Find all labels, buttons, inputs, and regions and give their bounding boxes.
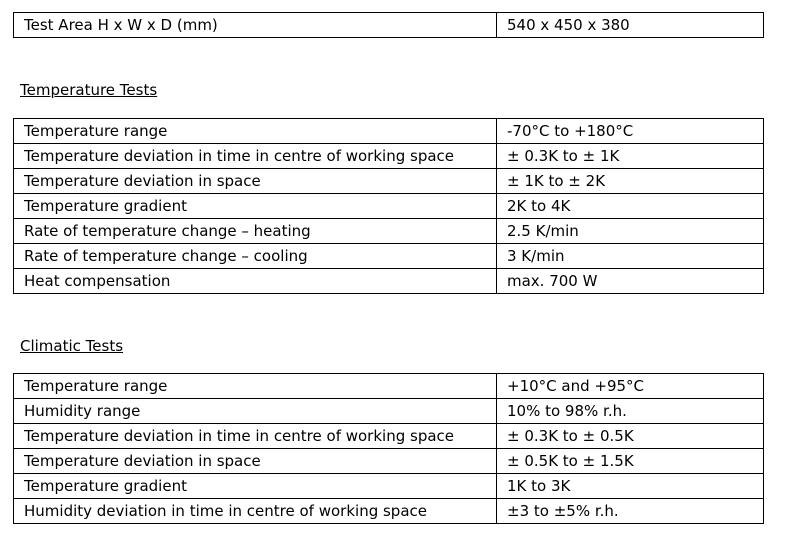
spec-label: Rate of temperature change – heating — [14, 219, 497, 244]
table-row — [14, 13, 764, 38]
spec-label: Rate of temperature change – cooling — [14, 244, 497, 269]
spec-value: -70°C to +180°C — [497, 119, 764, 144]
spec-value: 2.5 K/min — [497, 219, 764, 244]
table-row — [14, 474, 764, 499]
spec-value: 540 x 450 x 380 — [497, 13, 764, 38]
spec-value: +10°C and +95°C — [497, 374, 764, 399]
spec-value: 1K to 3K — [497, 474, 764, 499]
climatic-tests-table — [13, 373, 764, 524]
spec-value: ± 1K to ± 2K — [497, 169, 764, 194]
spec-value: ± 0.3K to ± 0.5K — [497, 424, 764, 449]
spec-value: ± 0.5K to ± 1.5K — [497, 449, 764, 474]
table-row — [14, 169, 764, 194]
table-row — [14, 449, 764, 474]
spec-label: Heat compensation — [14, 269, 497, 294]
spec-label: Temperature range — [14, 374, 497, 399]
table-row — [14, 374, 764, 399]
spec-value: ±3 to ±5% r.h. — [497, 499, 764, 524]
temperature-tests-heading: Temperature Tests — [20, 81, 158, 99]
table-row — [14, 219, 764, 244]
spec-label: Temperature gradient — [14, 194, 497, 219]
spec-label: Humidity deviation in time in centre of working space — [14, 499, 497, 524]
spec-label: Temperature deviation in time in centre of working space — [14, 424, 497, 449]
climatic-tests-heading: Climatic Tests — [20, 337, 124, 355]
spec-value: 2K to 4K — [497, 194, 764, 219]
table-row — [14, 399, 764, 424]
test-area-table — [13, 12, 764, 38]
table-row — [14, 119, 764, 144]
spec-label: Temperature deviation in space — [14, 169, 497, 194]
spec-label: Temperature deviation in space — [14, 449, 497, 474]
table-row — [14, 499, 764, 524]
table-row — [14, 244, 764, 269]
spec-value: 3 K/min — [497, 244, 764, 269]
spec-label: Temperature range — [14, 119, 497, 144]
spec-value: ± 0.3K to ± 1K — [497, 144, 764, 169]
table-row — [14, 194, 764, 219]
spec-value: max. 700 W — [497, 269, 764, 294]
spec-value: 10% to 98% r.h. — [497, 399, 764, 424]
table-row — [14, 424, 764, 449]
table-row — [14, 144, 764, 169]
spec-label: Humidity range — [14, 399, 497, 424]
spec-label: Temperature deviation in time in centre of working space — [14, 144, 497, 169]
table-row — [14, 269, 764, 294]
spec-label: Test Area H x W x D (mm) — [14, 13, 497, 38]
temperature-tests-table — [13, 118, 764, 294]
spec-label: Temperature gradient — [14, 474, 497, 499]
